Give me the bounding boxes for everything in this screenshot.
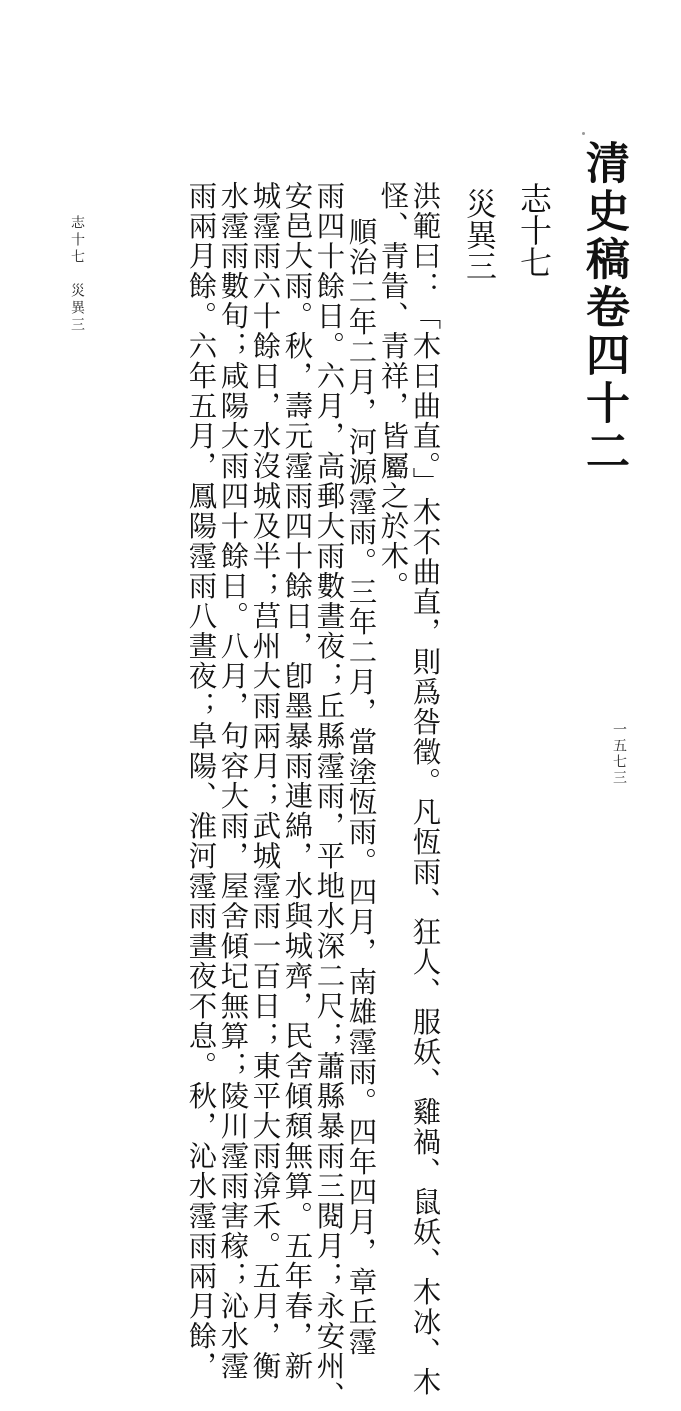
body-column-1: 洪範曰：「木曰曲直。」木不曲直，則爲咎徵。凡恆雨、狂人、服妖、雞禍、鼠妖、木冰、木 [408,181,442,1397]
body-column-5: 安邑大雨。秋，壽元霪雨四十餘日，卽墨暴雨連綿，水與城齊，民舍傾頹無算。五年春，新 [280,181,314,1381]
body-column-4: 雨四十餘日。六月，高郵大雨數晝夜；丘縣霪雨，平地水深二尺；蕭縣暴雨三閱月；永安州、 [312,181,346,1411]
body-column-8: 雨兩月餘。六年五月，鳳陽霪雨八晝夜；阜陽、淮河霪雨晝夜不息。秋，沁水霪雨兩月餘， [184,181,218,1381]
book-title: 清史稿卷四十二 [578,140,629,476]
page-footer-section: 志十七 災異三 [69,215,85,334]
subsection-title: 災異三 [460,188,496,281]
scan-speck [582,132,585,135]
page-number: 一五七三 [611,722,627,786]
body-column-3: 順治二年二月，河源霪雨。三年二月，當塗恆雨。四月，南雄霪雨。四年四月，章丘霪 [344,217,378,1357]
section-title: 志十七 [515,182,553,278]
body-column-7: 水霪雨數旬；咸陽大雨四十餘日。八月，句容大雨，屋舍傾圮無算；陵川霪雨害稼；沁水霪 [216,181,250,1381]
body-column-2: 怪、青眚、青祥，皆屬之於木。 [376,181,410,601]
body-column-6: 城霪雨六十餘日，水沒城及半；莒州大雨兩月；武城霪雨一百日；東平大雨渰禾。五月，衡 [248,181,282,1381]
